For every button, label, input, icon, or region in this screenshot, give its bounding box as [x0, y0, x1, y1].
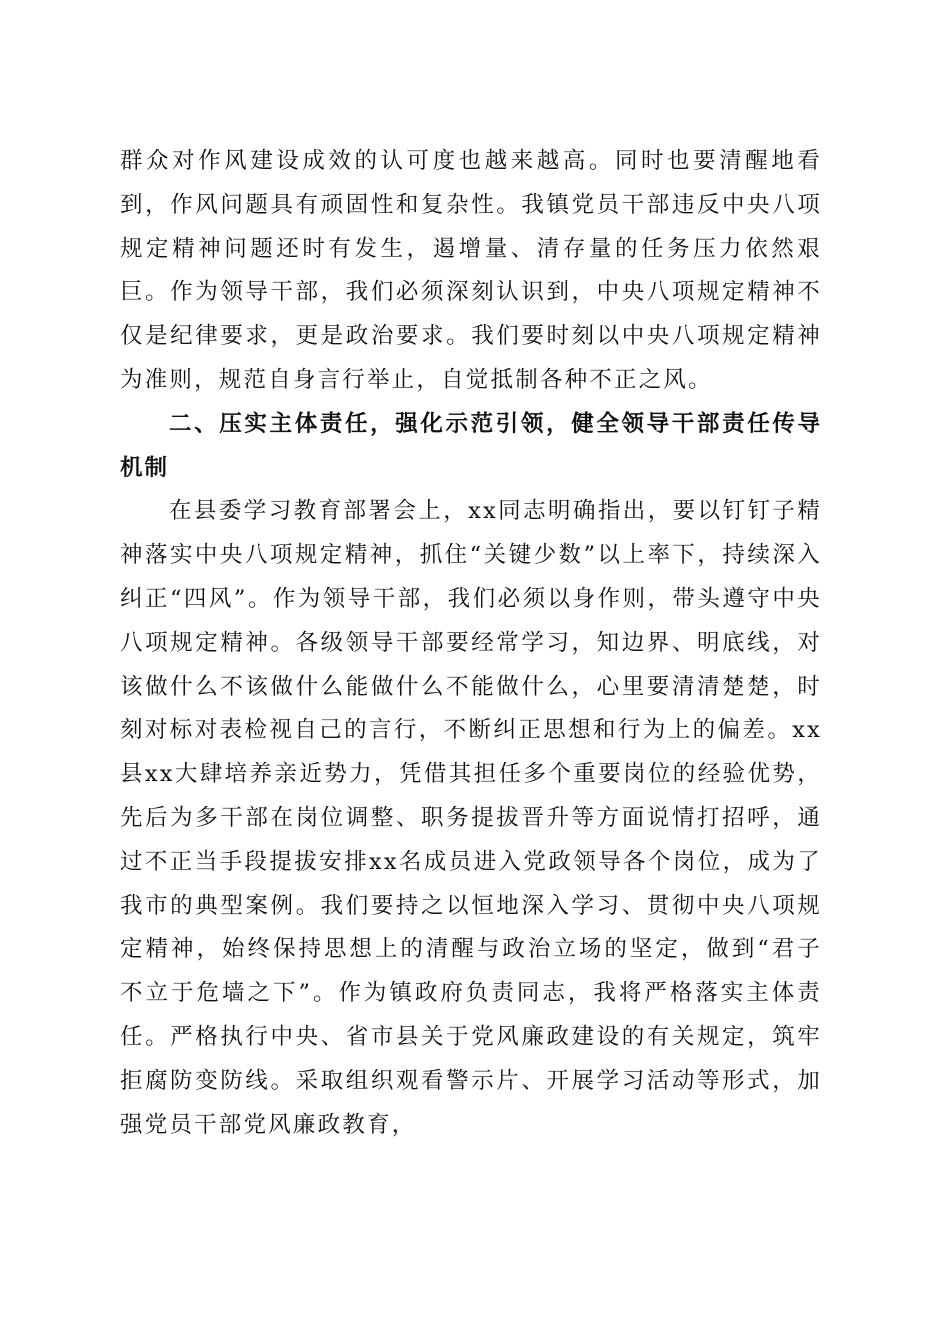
document-body	[120, 140, 822, 1147]
paragraph-continued: 群众对作风建设成效的认可度也越来越高。同时也要清醒地看到，作风问题具有顽固性和复杂性。我镇党员干部违反中央八项规定精神问题还时有发生，遏增量、清存量的任务压力依然艰巨。作为领导干部，我们必须深刻认识到，中央八项规定精神不仅是纪律要求，更是政治要求。我们要时刻以中央八项规定精神为准则，规范自身言行举止，自觉抵制各种不正之风。	[120, 148, 822, 393]
paragraph-body: 在县委学习教育部署会上，xx同志明确指出，要以钉钉子精神落实中央八项规定精神，抓住“关键少数”以上率下，持续深入纠正“四风”。作为领导干部，我们必须以身作则，带头遵守中央八项规定精神。各级领导干部要经常学习，知边界、明底线，对该做什么不该做什么能做什么不能做什么，心里要清清楚楚，时刻对标对表检视自己的言行，不断纠正思想和行为上的偏差。xx县xx大肆培养亲近势力，凭借其担任多个重要岗位的经验优势，先后为多干部在岗位调整、职务提拔晋升等方面说情打招呼，通过不正当手段提拔安排xx名成员进入党政领导各个岗位，成为了我市的典型案例。我们要持之以恒地深入学习、贯彻中央八项规定精神，始终保持思想上的清醒与政治立场的坚定，做到“君子不立于危墙之下”。作为镇政府负责同志，我将严格落实主体责任。严格执行中央、省市县关于党风廉政建设的有关规定，筑牢拒腐防变防线。采取组织观看警示片、开展学习活动等形式，加强党员干部党风廉政教育，	[120, 498, 822, 1138]
section-heading: 二、压实主体责任，强化示范引领，健全领导干部责任传导机制	[120, 410, 822, 481]
